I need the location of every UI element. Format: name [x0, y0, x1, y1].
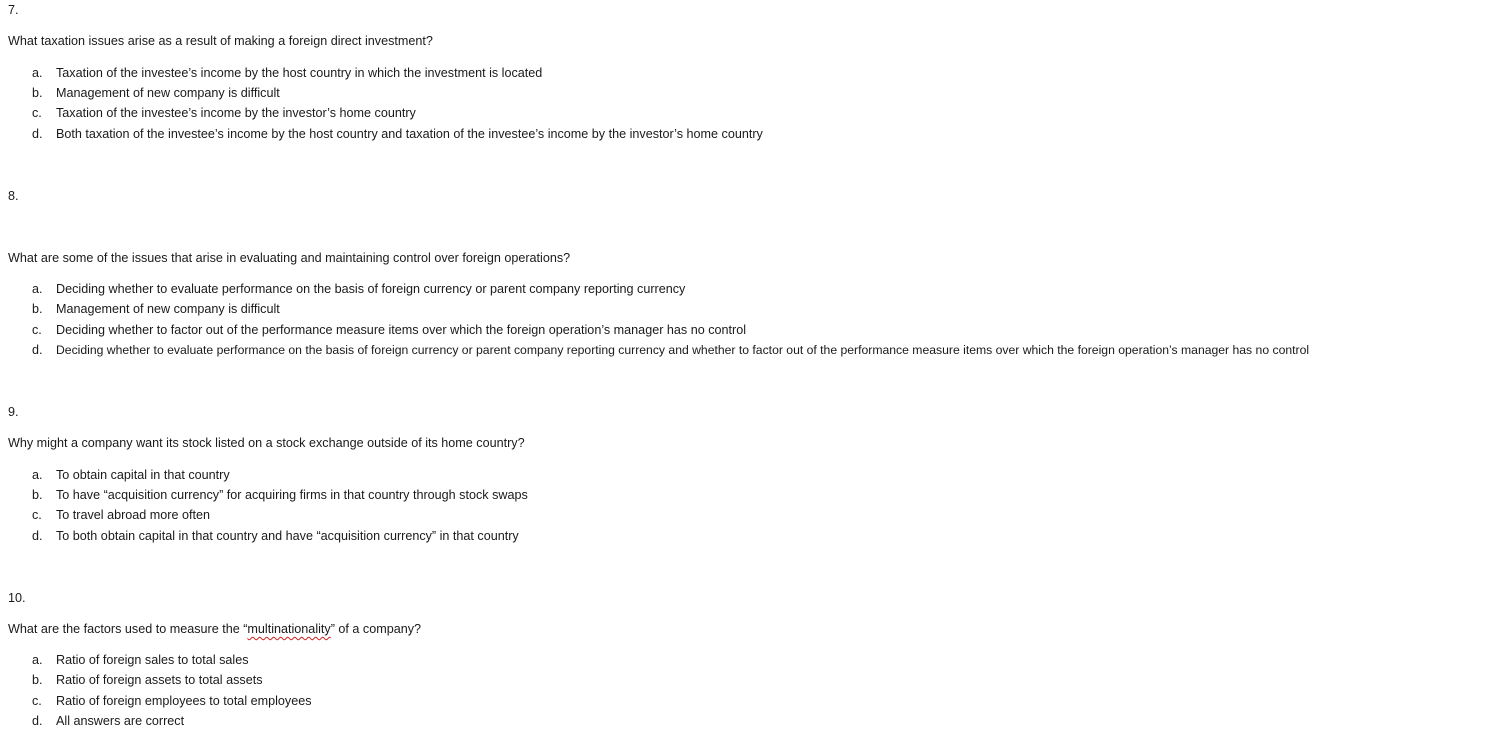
question-number-9: 9.	[8, 405, 19, 419]
option-text: All answers are correct	[56, 714, 185, 728]
option-text: Management of new company is difficult	[56, 86, 280, 100]
option-text: Ratio of foreign sales to total sales	[56, 653, 249, 667]
option-letter: d.	[32, 714, 43, 728]
option-letter: a.	[32, 66, 43, 80]
question-number-10: 10.	[8, 591, 26, 605]
option-text: Deciding whether to factor out of the performance measure items over which the foreign operation’s manager has no control	[56, 323, 746, 337]
option-letter: b.	[32, 673, 43, 687]
option-letter: c.	[32, 694, 42, 708]
option-letter: c.	[32, 508, 42, 522]
option-letter: a.	[32, 468, 43, 482]
prompt-text-after: ” of a company?	[330, 622, 422, 636]
option-letter: b.	[32, 302, 43, 316]
option-text: Ratio of foreign employees to total employees	[56, 694, 312, 708]
option-letter: d.	[32, 529, 43, 543]
option-text: Taxation of the investee’s income by the host country in which the investment is located	[56, 66, 543, 80]
option-text: To travel abroad more often	[56, 508, 211, 522]
option-text: To both obtain capital in that country and have “acquisition currency” in that country	[56, 529, 519, 543]
option-text: Deciding whether to evaluate performance on the basis of foreign currency or parent company reporting currency	[56, 282, 686, 296]
option-letter: a.	[32, 282, 43, 296]
question-number-8: 8.	[8, 189, 19, 203]
option-text: Management of new company is difficult	[56, 302, 280, 316]
option-letter: d.	[32, 343, 43, 357]
question-prompt-10	[8, 621, 421, 637]
option-letter: d.	[32, 127, 43, 141]
prompt-text-before: What are the factors used to measure the “	[8, 622, 248, 636]
question-prompt-9: Why might a company want its stock listed on a stock exchange outside of its home country?	[8, 436, 525, 450]
option-text: Taxation of the investee’s income by the investor’s home country	[56, 106, 416, 120]
question-prompt-8: What are some of the issues that arise in evaluating and maintaining control over foreign operations?	[8, 251, 571, 265]
option-letter: b.	[32, 86, 43, 100]
question-number-7: 7.	[8, 3, 19, 17]
option-letter: a.	[32, 653, 43, 667]
option-text: To obtain capital in that country	[56, 468, 230, 482]
option-letter: c.	[32, 106, 42, 120]
option-text: Ratio of foreign assets to total assets	[56, 673, 263, 687]
option-letter: c.	[32, 323, 42, 337]
option-letter: b.	[32, 488, 43, 502]
option-text: Both taxation of the investee’s income by the host country and taxation of the investee’s income by the investor’s home country	[56, 127, 763, 141]
option-text: Deciding whether to evaluate performance on the basis of foreign currency or parent company reporting currency and whether to factor out of the performance measure items over which the foreign operation’s manager has no control	[56, 343, 1310, 357]
spellcheck-flagged-word[interactable]: multinationality	[247, 622, 331, 636]
option-text: To have “acquisition currency” for acquiring firms in that country through stock swaps	[56, 488, 528, 502]
question-prompt-7: What taxation issues arise as a result of making a foreign direct investment?	[8, 34, 433, 48]
